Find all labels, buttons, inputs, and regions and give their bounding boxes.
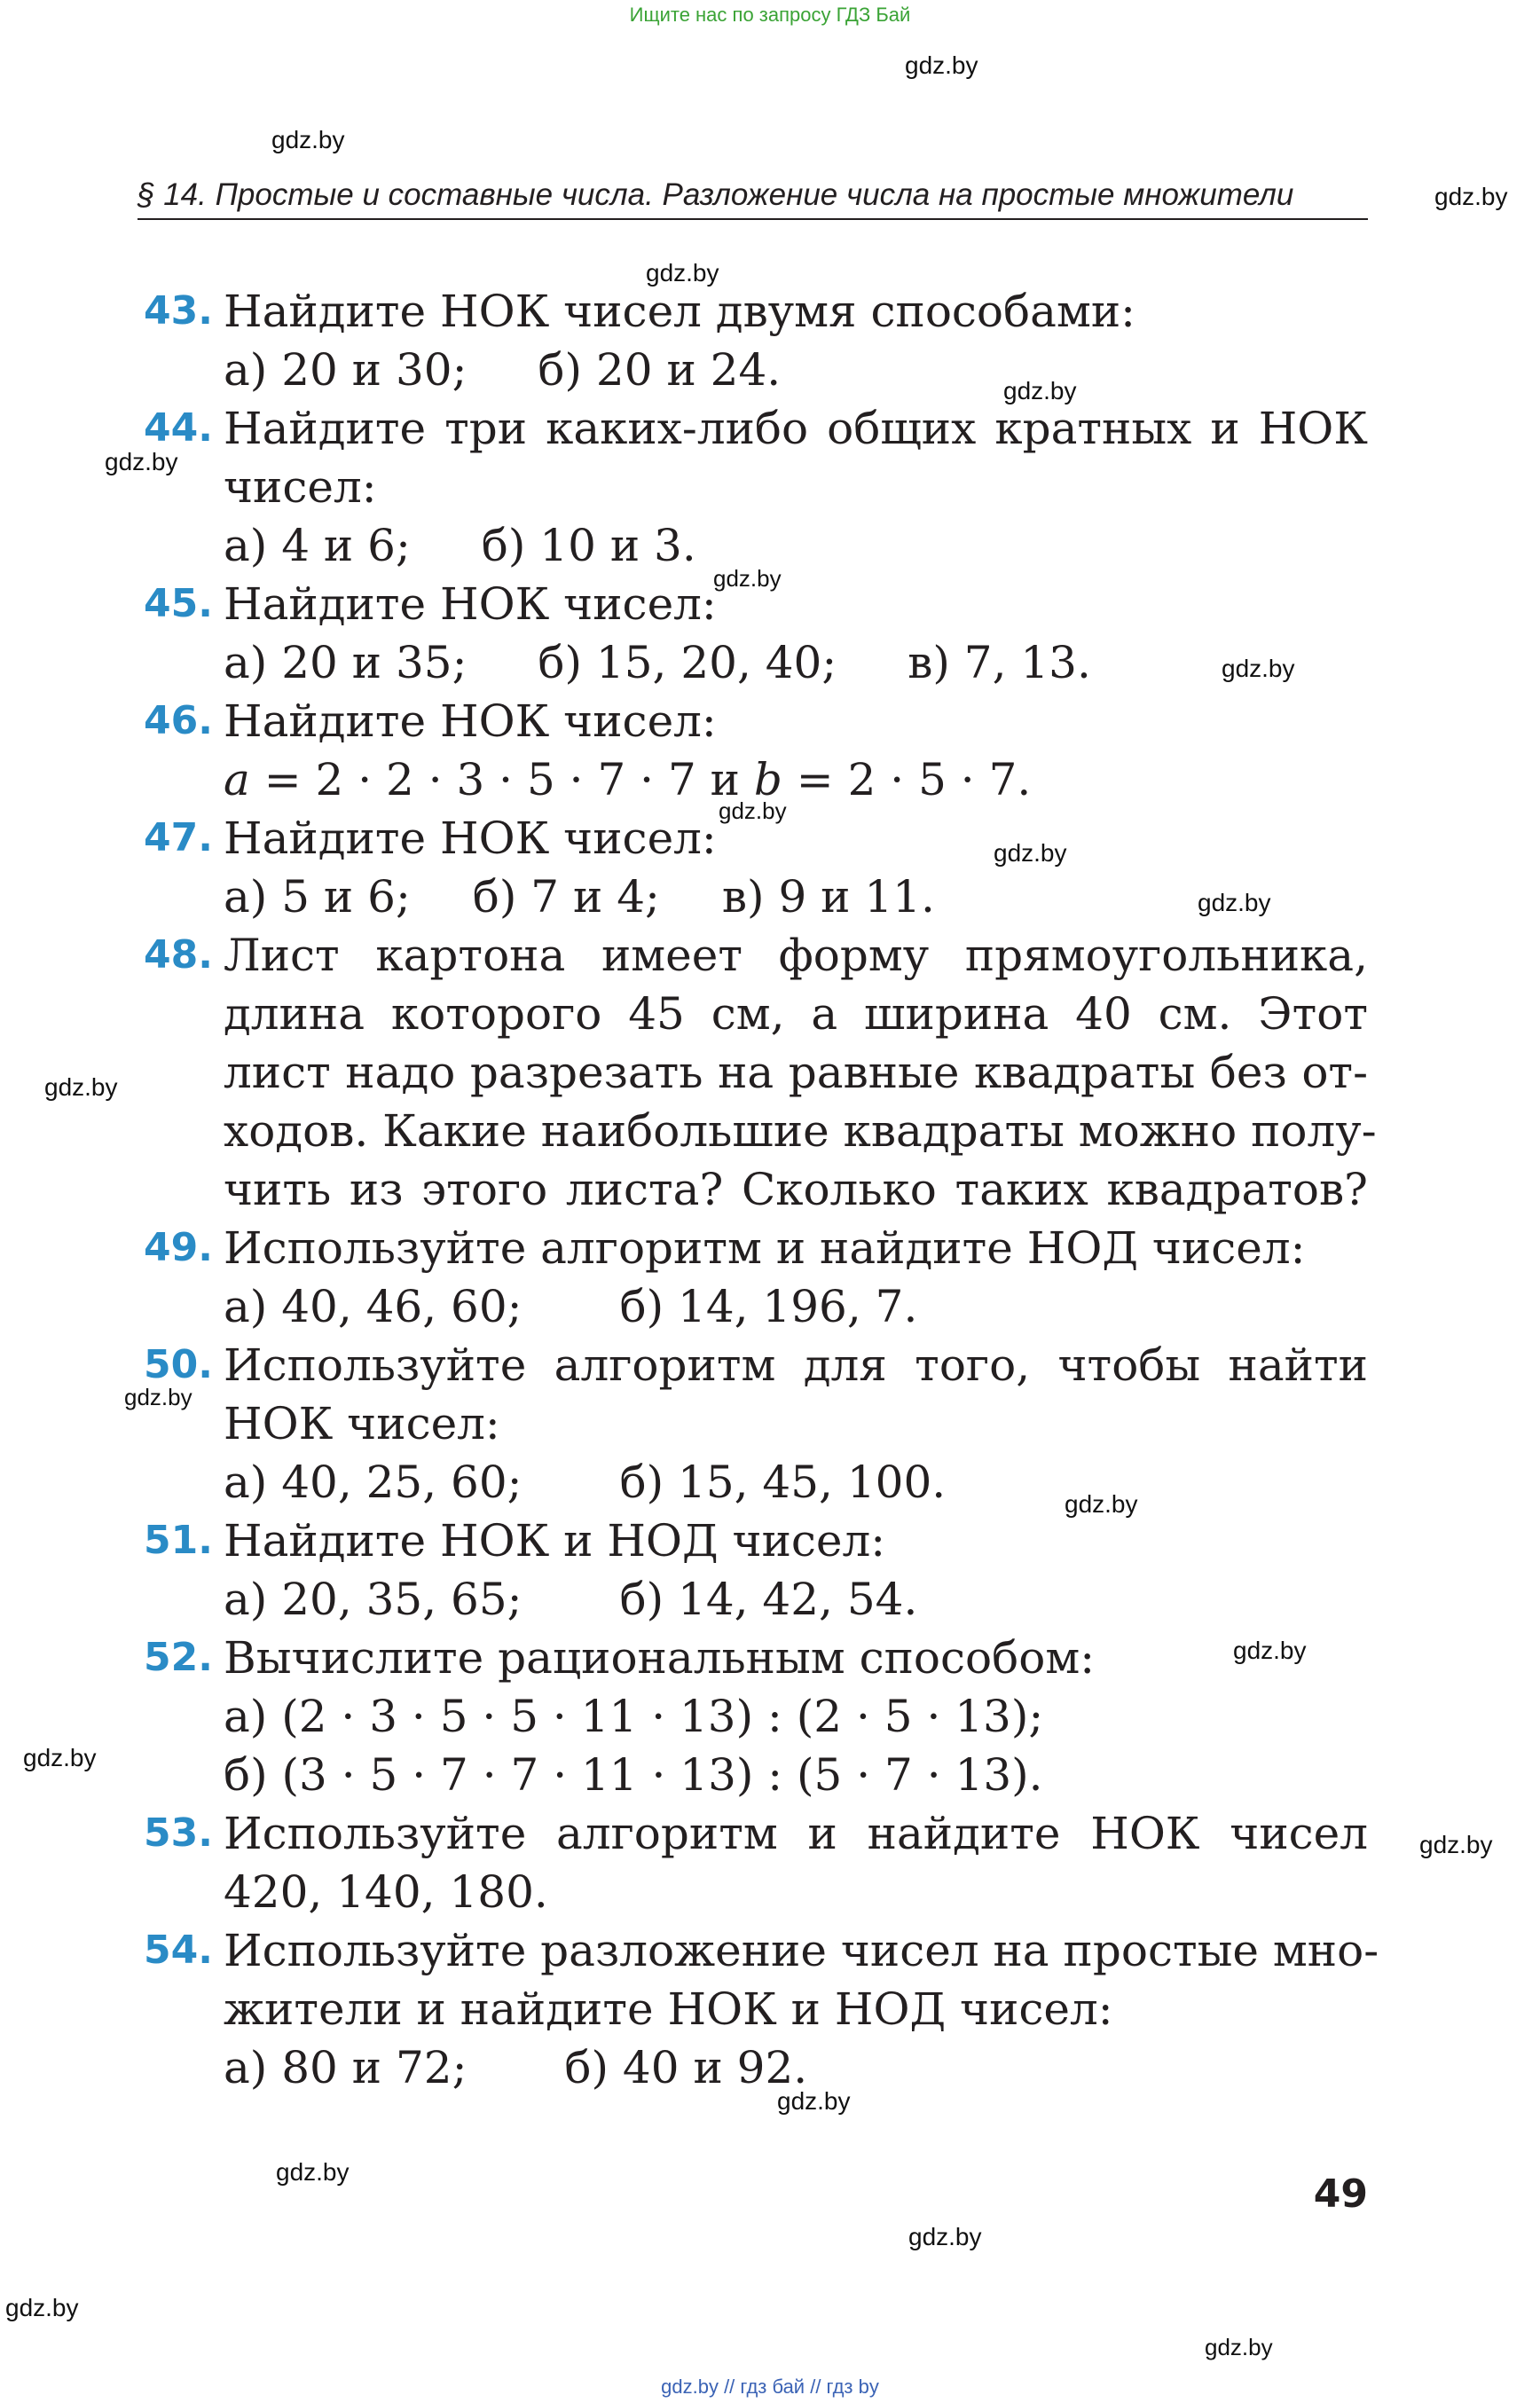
problem-text: чисел: [224, 461, 377, 513]
problem-text: Используйте алгоритм и найдите НОК чисел [224, 1808, 1368, 1859]
watermark: gdz.by [1434, 183, 1508, 210]
problem-text: Используйте разложение чисел на простые мно- [224, 1925, 1379, 1976]
problem-options: а) 20 и 35; б) 15, 20, 40; в) 7, 13. [224, 637, 1091, 688]
problem-number: 51. [144, 1518, 213, 1563]
problem-text: Найдите НОК чисел: [224, 813, 717, 864]
watermark: gdz.by [713, 565, 782, 592]
section-header: § 14. Простые и составные числа. Разложение числа на простые множители [138, 177, 1368, 220]
watermark: gdz.by [124, 1384, 192, 1410]
watermark: gdz.by [905, 51, 978, 79]
problem-number: 49. [144, 1225, 213, 1270]
watermark: gdz.by [719, 797, 787, 824]
problem-text: Найдите НОК чисел: [224, 695, 717, 747]
watermark: gdz.by [1065, 1490, 1138, 1518]
problem-text: Используйте алгоритм и найдите НОД чисел: [224, 1222, 1306, 1274]
problem-text: Используйте алгоритм для того, чтобы найти [224, 1339, 1368, 1391]
problem-expression: a = 2 · 2 · 3 · 5 · 7 · 7 и b = 2 · 5 · 7. [224, 754, 1032, 805]
problem-number: 46. [144, 698, 213, 743]
problem-number: 52. [144, 1635, 213, 1680]
problem-number: 47. [144, 815, 213, 860]
problem-number: 48. [144, 932, 213, 978]
problem-number: 44. [144, 405, 213, 451]
problem-options: а) 40, 46, 60; б) 14, 196, 7. [224, 1281, 918, 1332]
problem-options: а) 40, 25, 60; б) 15, 45, 100. [224, 1457, 947, 1508]
problem-text: чить из этого листа? Сколько таких квадратов? [224, 1164, 1368, 1215]
watermark: gdz.by [5, 2294, 79, 2321]
problem-text: длина которого 45 см, а ширина 40 см. Этот [224, 988, 1368, 1040]
problem-text: Лист картона имеет форму прямоугольника, [224, 930, 1368, 981]
watermark: gdz.by [23, 1744, 97, 1771]
problem-number: 45. [144, 581, 213, 626]
problem-options: а) 20, 35, 65; б) 14, 42, 54. [224, 1574, 918, 1625]
footer-links[interactable]: gdz.by // гдз бай // гдз by [661, 2376, 879, 2398]
watermark: gdz.by [1205, 2334, 1273, 2360]
problem-number: 54. [144, 1928, 213, 1973]
problem-expression: а) (2 · 3 · 5 · 5 · 11 · 13) : (2 · 5 · 13); [224, 1691, 1044, 1742]
problem-expression: б) (3 · 5 · 7 · 7 · 11 · 13) : (5 · 7 · 13). [224, 1749, 1043, 1801]
problem-text: лист надо разрезать на равные квадраты без от- [224, 1047, 1368, 1098]
problem-text: Найдите НОК и НОД чисел: [224, 1515, 886, 1567]
watermark: gdz.by [1419, 1831, 1493, 1858]
problem-number: 43. [144, 288, 213, 334]
problem-text: Вычислите рациональным способом: [224, 1632, 1096, 1684]
watermark: gdz.by [1198, 889, 1271, 916]
watermark: gdz.by [994, 839, 1067, 867]
problem-text: жители и найдите НОК и НОД чисел: [224, 1983, 1113, 2035]
watermark: gdz.by [276, 2158, 350, 2186]
problem-text: Найдите НОК чисел двумя способами: [224, 286, 1136, 337]
watermark: gdz.by [1233, 1637, 1307, 1664]
problem-number: 53. [144, 1810, 213, 1856]
problem-text: Найдите НОК чисел: [224, 578, 717, 630]
watermark: gdz.by [908, 2223, 982, 2250]
problem-options: а) 20 и 30; б) 20 и 24. [224, 344, 782, 396]
watermark: gdz.by [646, 259, 719, 287]
watermark: gdz.by [44, 1073, 118, 1101]
problem-options: а) 5 и 6; б) 7 и 4; в) 9 и 11. [224, 871, 935, 923]
problem-text: НОК чисел: [224, 1398, 500, 1449]
watermark: gdz.by [1003, 377, 1077, 404]
problem-options: а) 4 и 6; б) 10 и 3. [224, 520, 696, 571]
watermark: gdz.by [777, 2087, 851, 2115]
problem-options: а) 80 и 72; б) 40 и 92. [224, 2042, 808, 2093]
problem-text: ходов. Какие наибольшие квадраты можно полу- [224, 1105, 1377, 1157]
problem-text: 420, 140, 180. [224, 1866, 548, 1918]
problem-text: Найдите три каких-либо общих кратных и НОК [224, 403, 1368, 454]
page-number: 49 [1313, 2171, 1368, 2217]
problem-number: 50. [144, 1342, 213, 1387]
watermark: gdz.by [1222, 655, 1295, 682]
watermark: gdz.by [105, 448, 178, 475]
watermark: gdz.by [271, 126, 345, 153]
top-banner[interactable]: Ищите нас по запросу ГДЗ Бай [629, 4, 911, 26]
